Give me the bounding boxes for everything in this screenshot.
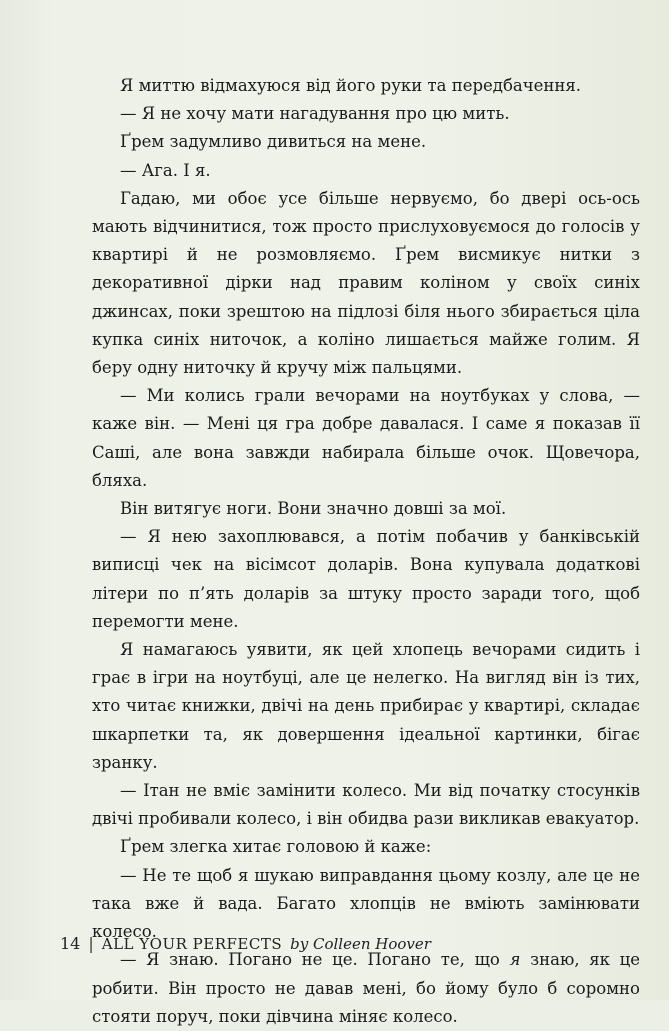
paragraph: — Не те щоб я шукаю виправдання цьому козлу, але це не така вже й вада. Багато хлопців не вміють замінювати колесо. (92, 865, 640, 942)
author-byline: by Colleen Hoover (290, 935, 431, 953)
paragraph: Гадаю, ми обоє усе більше нервуємо, бо двері ось-ось мають відчинитися, тож просто прислуховуємося до голосів у квартирі й не розмовляємо. Ґрем висмикує нитки з декоративної дірки над правим коліном у своїх синіх джинсах, поки зрештою на підлозі біля нього збирається ціла купка синіх ниточок, а коліно лишається майже голим. Я беру одну ниточку й кручу між пальцями. (92, 188, 640, 378)
paragraph: Він витягує ноги. Вони значно довші за мої. (120, 499, 507, 519)
paragraph: Ґрем задумливо дивиться на мене. (120, 132, 427, 152)
footer-separator: | (88, 934, 94, 953)
paragraph-last-part1: — Я знаю. Погано не це. Погано те, що (120, 950, 510, 970)
paragraph: — Я нею захоплювався, а потім побачив у банківській виписці чек на вісімсот доларів. Вона купувала додаткові літери по п’ять доларів за штуку просто заради того, щоб перемогти мене. (92, 527, 640, 631)
paragraph-last (92, 946, 640, 1031)
body-text (92, 72, 640, 1031)
paragraph: — Ітан не вміє замінити колесо. Ми від початку стосунків двічі пробивали колесо, і він обидва рази викликав евакуатор. (92, 781, 640, 829)
book-title: ALL YOUR PERFECTS (101, 935, 283, 953)
paragraph-last-italic: я (509, 950, 521, 970)
page-number: 14 (60, 934, 81, 953)
paragraph: Я миттю відмахуюся від його руки та передбачення. (120, 76, 582, 95)
paragraph: — Ми колись грали вечорами на ноутбуках у слова, — каже він. — Мені ця гра добре давалася. І саме я показав її Саші, але вона завжди набирала більше очок. Щовечора, бляха. (92, 386, 640, 490)
paragraph: Ґрем злегка хитає головою й каже: (120, 837, 432, 857)
paragraph: — Я не хочу мати нагадування про цю мить. (120, 104, 510, 124)
page-footer (60, 934, 431, 953)
paragraph-last-part2: знаю, як це робити. Він просто не давав мені, бо йому було б соромно стояти поруч, поки дівчина міняє колесо. (92, 950, 640, 1026)
paragraph: Я намагаюсь уявити, як цей хлопець вечорами сидить і грає в ігри на ноутбуці, але це нелегко. На вигляд він із тих, хто читає книжки, двічі на день прибирає у квартирі, складає шкарпетки та, як довершення ідеальної картинки, бігає зранку. (92, 640, 640, 772)
paragraph: — Ага. І я. (120, 160, 211, 180)
